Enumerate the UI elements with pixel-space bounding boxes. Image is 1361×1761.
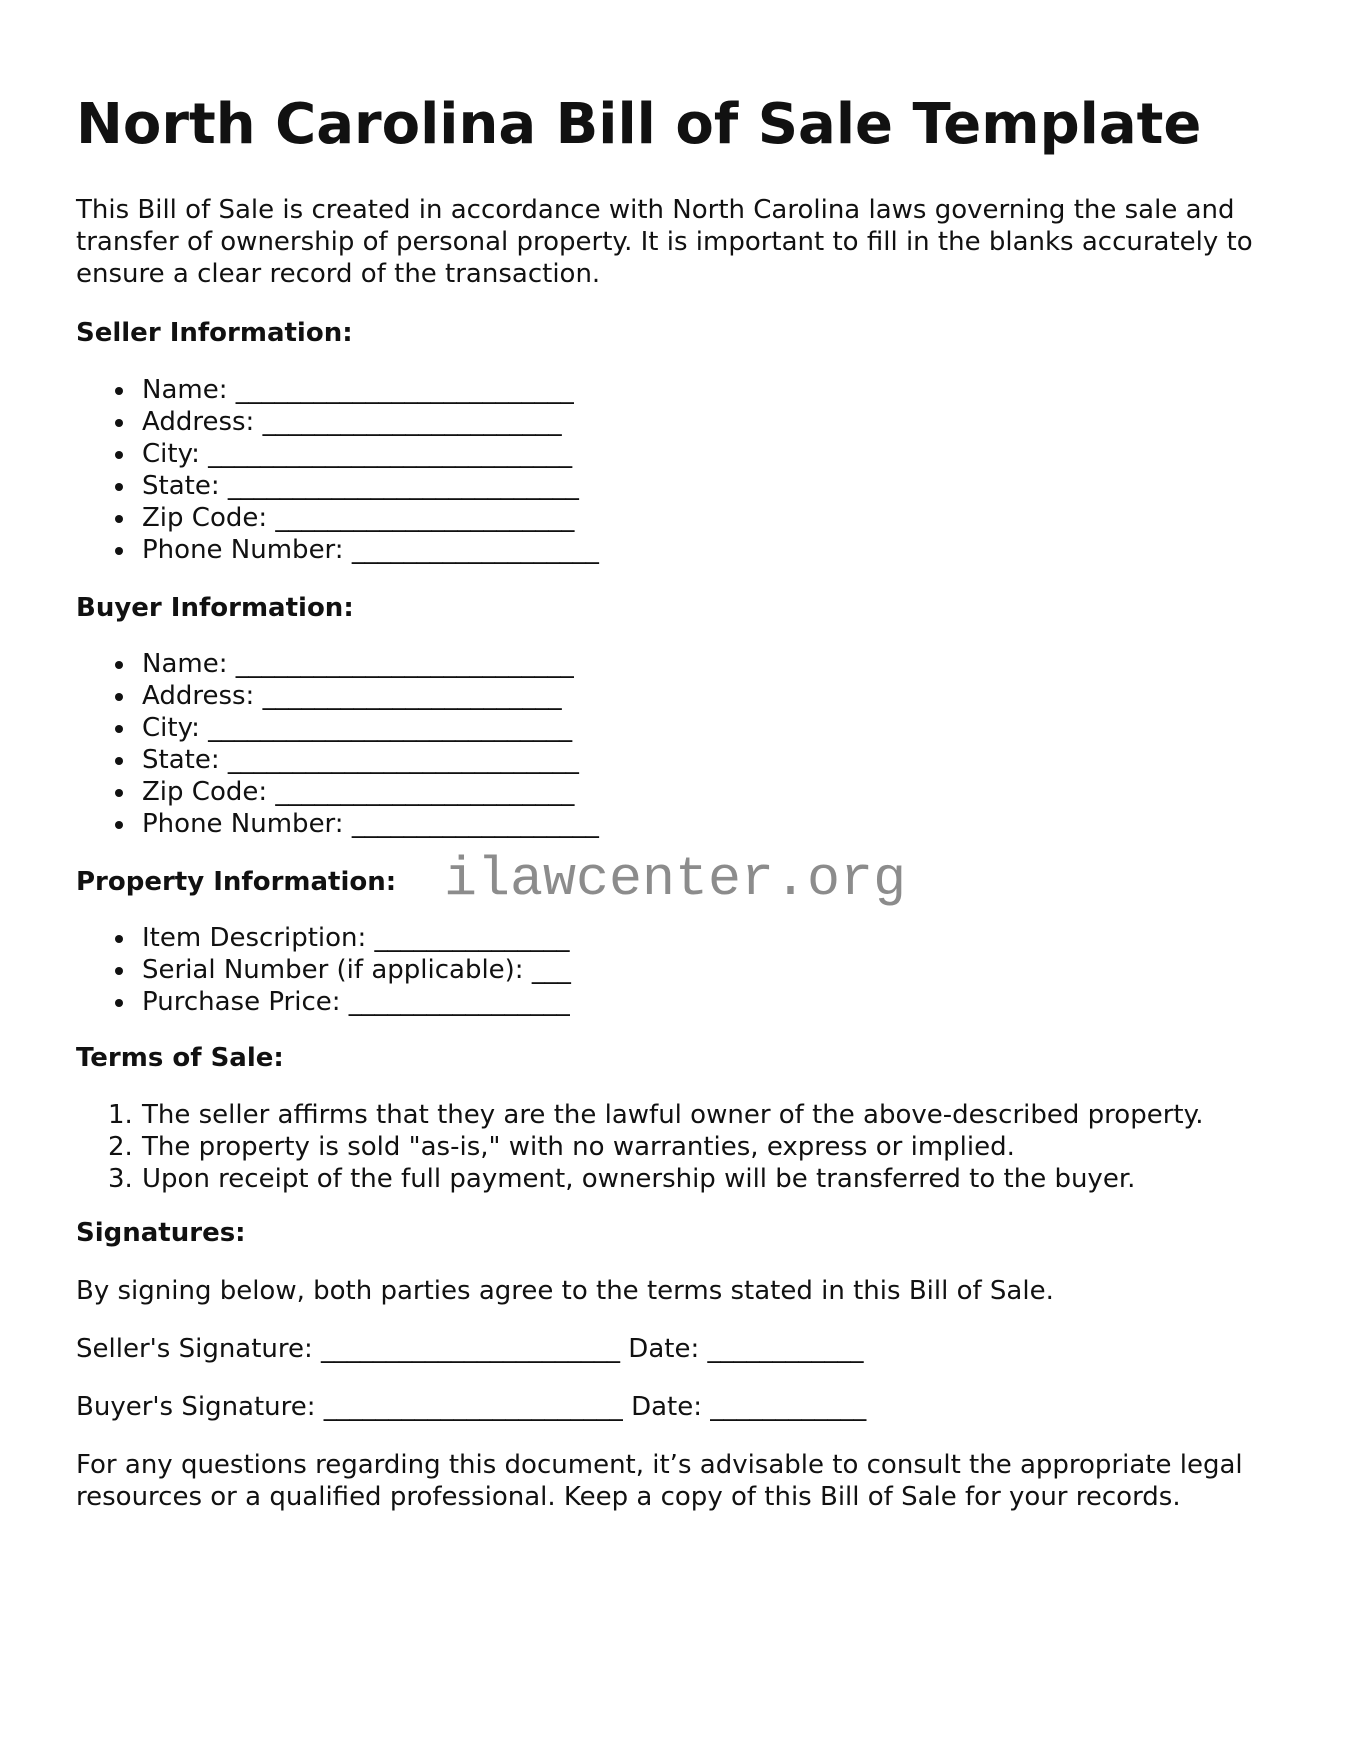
signatures-heading: Signatures: xyxy=(76,1218,246,1248)
buyer-heading: Buyer Information: xyxy=(76,593,354,623)
terms-heading: Terms of Sale: xyxy=(76,1043,284,1073)
term-item: 3. Upon receipt of the full payment, ownership will be transferred to the buyer. xyxy=(108,1164,1136,1194)
property-heading: Property Information: xyxy=(76,867,397,897)
page-title: North Carolina Bill of Sale Template xyxy=(76,92,1202,157)
buyer-phone-field: Phone Number: ___________________ xyxy=(76,808,599,840)
buyer-signature-line: Buyer's Signature: _______________________ Date: ____________ xyxy=(76,1392,867,1422)
seller-state-field: State: ___________________________ xyxy=(76,470,599,502)
buyer-state-field: State: ___________________________ xyxy=(76,744,599,776)
seller-zip-field: Zip Code: _______________________ xyxy=(76,502,599,534)
intro-paragraph: This Bill of Sale is created in accordance with North Carolina laws governing the sale and transfer of ownership of personal property. It is important to fill in the blanks accurately to ensure a clear record of the transaction. xyxy=(76,195,1253,289)
watermark: ilawcenter.org xyxy=(444,848,907,911)
seller-name-field: Name: __________________________ xyxy=(76,374,599,406)
buyer-city-field: City: ____________________________ xyxy=(76,712,599,744)
signatures-statement: By signing below, both parties agree to the terms stated in this Bill of Sale. xyxy=(76,1276,1054,1306)
buyer-fields-list xyxy=(76,648,599,840)
term-item: 1. The seller affirms that they are the lawful owner of the above-described property. xyxy=(108,1100,1204,1130)
serial-number-field: Serial Number (if applicable): ___ xyxy=(76,954,571,986)
seller-address-field: Address: _______________________ xyxy=(76,406,599,438)
term-item: 2. The property is sold "as-is," with no warranties, express or implied. xyxy=(108,1132,1015,1162)
seller-phone-field: Phone Number: ___________________ xyxy=(76,534,599,566)
seller-heading: Seller Information: xyxy=(76,318,353,348)
seller-city-field: City: ____________________________ xyxy=(76,438,599,470)
purchase-price-field: Purchase Price: _________________ xyxy=(76,986,571,1018)
buyer-zip-field: Zip Code: _______________________ xyxy=(76,776,599,808)
closing-paragraph: For any questions regarding this document, it’s advisable to consult the appropriate legal resources or a qualified professional. Keep a copy of this Bill of Sale for your records. xyxy=(76,1450,1243,1512)
buyer-address-field: Address: _______________________ xyxy=(76,680,599,712)
property-fields-list xyxy=(76,922,571,1018)
seller-fields-list xyxy=(76,374,599,566)
buyer-name-field: Name: __________________________ xyxy=(76,648,599,680)
seller-signature-line: Seller's Signature: _______________________ Date: ____________ xyxy=(76,1334,864,1364)
item-description-field: Item Description: _______________ xyxy=(76,922,571,954)
terms-list xyxy=(76,1099,1204,1195)
